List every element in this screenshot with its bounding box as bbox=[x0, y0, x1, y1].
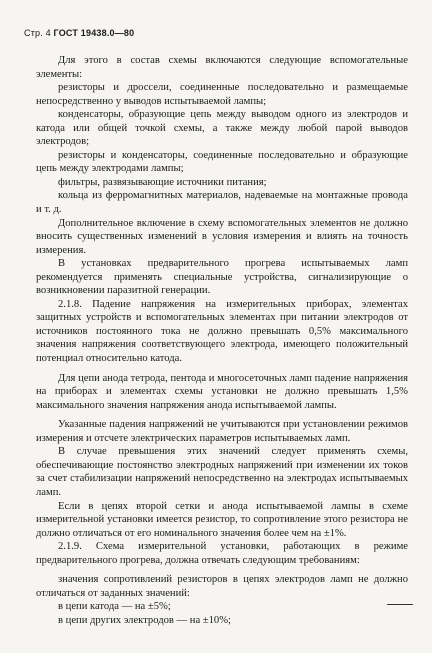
page-number: Стр. 4 bbox=[24, 28, 51, 38]
paragraph: Для цепи анода тетрода, пентода и многосеточных ламп падение напряжения на приборах и элементах схемы установки не должно превышать 1,5% максимального значения напряжения анода испытываемой лампы. bbox=[36, 372, 408, 411]
body-text bbox=[36, 54, 408, 627]
paragraph: конденсаторы, образующие цепь между выводом одного из электродов и катода или общей точкой схемы, а также между любой парой выводов электродов; bbox=[36, 109, 408, 148]
paragraph: Дополнительное включение в схему вспомогательных элементов не должно вносить существенных изменений в условия измерения и влиять на точность измерения. bbox=[36, 217, 408, 256]
page-header bbox=[24, 28, 134, 38]
standard-number: ГОСТ 19438.0—80 bbox=[53, 28, 135, 38]
paragraph: 2.1.9. Схема измерительной установки, работающих в режиме предварительного прогрева, должна отвечать следующим требованиям: bbox=[36, 541, 408, 566]
list-item: в цепи катода — на ±5%; bbox=[58, 601, 171, 613]
paragraph: резисторы и конденсаторы, соединенные последовательно и образующие цепь между электродами лампы; bbox=[36, 149, 408, 175]
paragraph: фильтры, развязывающие источники питания; bbox=[58, 176, 267, 188]
paragraph: кольца из ферромагнитных материалов, надеваемые на монтажные провода и т. д. bbox=[36, 190, 408, 216]
list-item: в цепи других электродов — на ±10%; bbox=[58, 614, 231, 626]
footnote-rule bbox=[387, 604, 413, 605]
paragraph: Для этого в состав схемы включаются следующие вспомогательные элементы: bbox=[36, 55, 408, 80]
paragraph: В установках предварительного прогрева испытываемых ламп рекомендуется применять специальные устройства, сигнализирующие о возникновении паразитной генерации. bbox=[36, 258, 408, 297]
paragraph: Указанные падения напряжений не учитываются при установлении режимов измерения и отсчете электрических параметров испытываемых ламп. bbox=[36, 419, 408, 444]
paragraph: значения сопротивлений резисторов в цепях электродов ламп не должно отличаться от заданных значений: bbox=[36, 574, 408, 599]
paragraph: В случае превышения этих значений следует применять схемы, обеспечивающие постоянство электродных напряжений при изменении их токов за счет стабилизации напряжений непосредственно на электродах испытываемых ламп. bbox=[36, 446, 408, 498]
paragraph: 2.1.8. Падение напряжения на измерительных приборах, элементах защитных устройств и вспомогательных элементах при питании электродов от источников постоянного тока не должно превышать 0,5% максимального значения напряжения соответствующего электрода, имеющего положительный потенциал относительно катода. bbox=[36, 298, 408, 365]
paragraph: резисторы и дроссели, соединенные последовательно и размещаемые непосредственно у выводов испытываемой лампы; bbox=[36, 82, 408, 107]
paragraph: Если в цепях второй сетки и анода испытываемой лампы в схеме измерительной установки имеется резистор, то сопротивление этого резистора не должно отличаться от его номинального значения более чем на ±1%. bbox=[36, 500, 408, 539]
